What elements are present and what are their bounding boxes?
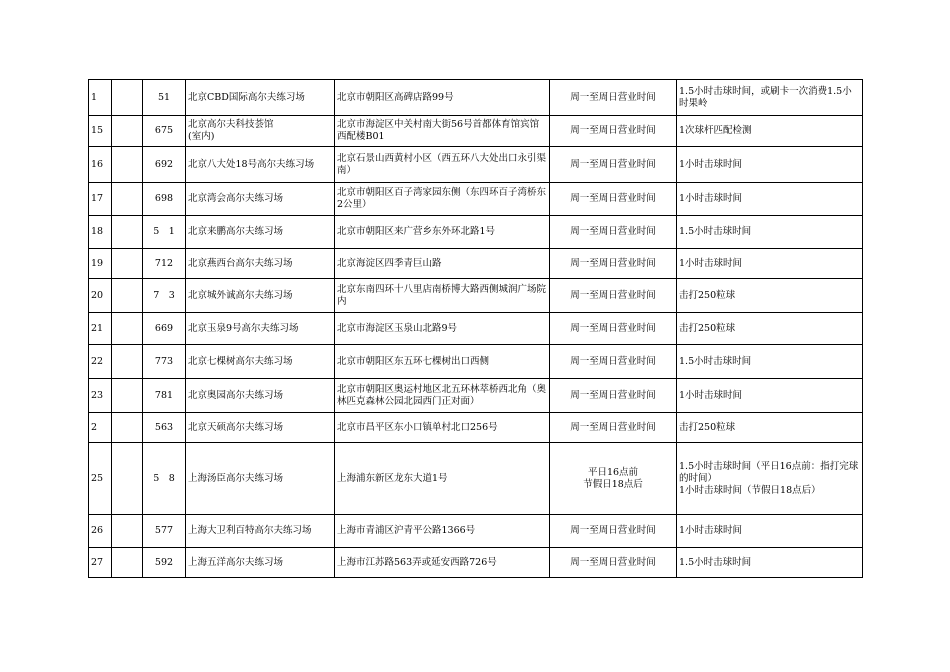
service-note: 击打250粒球 bbox=[677, 279, 863, 313]
spacer-cell bbox=[112, 183, 143, 216]
table-row bbox=[89, 548, 863, 578]
venue-address: 北京市朝阳区奥运村地区北五环林萃桥西北角（奥林匹克森林公园北园西门正对面） bbox=[335, 379, 550, 413]
venue-address: 北京东南四环十八里店南桥博大路西侧城润广场院内 bbox=[335, 279, 550, 313]
opening-hours: 周一至周日营业时间 bbox=[550, 116, 677, 147]
spacer-cell bbox=[112, 443, 143, 515]
service-note: 1小时击球时间 bbox=[677, 379, 863, 413]
row-number: 5 8 bbox=[143, 443, 186, 515]
venue-address: 上海浦东新区龙东大道1号 bbox=[335, 443, 550, 515]
row-number: 5 1 bbox=[143, 216, 186, 249]
row-index: 2 bbox=[89, 413, 112, 443]
service-note: 1.5小时击球时间 bbox=[677, 548, 863, 578]
table-body bbox=[89, 80, 863, 578]
spacer-cell bbox=[112, 379, 143, 413]
table-row bbox=[89, 147, 863, 183]
venue-name: 北京CBD国际高尔夫练习场 bbox=[186, 80, 335, 116]
row-index: 23 bbox=[89, 379, 112, 413]
venue-address: 北京市朝阳区东五环七棵树出口西侧 bbox=[335, 345, 550, 379]
row-number: 563 bbox=[143, 413, 186, 443]
spacer-cell bbox=[112, 116, 143, 147]
table-row bbox=[89, 413, 863, 443]
table-row bbox=[89, 80, 863, 116]
row-number: 698 bbox=[143, 183, 186, 216]
row-index: 27 bbox=[89, 548, 112, 578]
opening-hours: 周一至周日营业时间 bbox=[550, 379, 677, 413]
venue-name: 北京燕西台高尔夫练习场 bbox=[186, 249, 335, 279]
row-index: 22 bbox=[89, 345, 112, 379]
venue-address: 北京市朝阳区百子湾家园东侧（东四环百子湾桥东2公里） bbox=[335, 183, 550, 216]
service-note: 1小时击球时间 bbox=[677, 515, 863, 548]
service-note: 1.5小时击球时间 bbox=[677, 216, 863, 249]
service-note: 击打250粒球 bbox=[677, 413, 863, 443]
opening-hours: 周一至周日营业时间 bbox=[550, 249, 677, 279]
venue-name: 北京高尔夫科技荟馆 (室内) bbox=[186, 116, 335, 147]
row-number: 675 bbox=[143, 116, 186, 147]
venue-address: 北京市海淀区玉泉山北路9号 bbox=[335, 313, 550, 345]
row-index: 21 bbox=[89, 313, 112, 345]
venue-name: 北京七棵树高尔夫练习场 bbox=[186, 345, 335, 379]
venue-name: 上海汤臣高尔夫练习场 bbox=[186, 443, 335, 515]
opening-hours: 周一至周日营业时间 bbox=[550, 515, 677, 548]
row-number: 712 bbox=[143, 249, 186, 279]
row-number: 592 bbox=[143, 548, 186, 578]
table-row bbox=[89, 443, 863, 515]
venue-name: 北京城外诚高尔夫练习场 bbox=[186, 279, 335, 313]
table-row bbox=[89, 216, 863, 249]
service-note: 1小时击球时间 bbox=[677, 147, 863, 183]
service-note: 1小时击球时间 bbox=[677, 183, 863, 216]
opening-hours: 周一至周日营业时间 bbox=[550, 548, 677, 578]
opening-hours: 周一至周日营业时间 bbox=[550, 345, 677, 379]
venue-name: 北京湾会高尔夫练习场 bbox=[186, 183, 335, 216]
spacer-cell bbox=[112, 80, 143, 116]
venue-name: 上海五洋高尔夫练习场 bbox=[186, 548, 335, 578]
opening-hours: 周一至周日营业时间 bbox=[550, 183, 677, 216]
venue-name: 北京八大处18号高尔夫练习场 bbox=[186, 147, 335, 183]
table-row bbox=[89, 279, 863, 313]
venue-address: 北京石景山西黄村小区（西五环八大处出口永引渠南） bbox=[335, 147, 550, 183]
venue-address: 北京市海淀区中关村南大街56号首都体育馆宾馆西配楼B01 bbox=[335, 116, 550, 147]
service-note: 1.5小时击球时间，或刷卡一次消费1.5小时果岭 bbox=[677, 80, 863, 116]
row-index: 15 bbox=[89, 116, 112, 147]
venue-address: 北京市朝阳区高碑店路99号 bbox=[335, 80, 550, 116]
opening-hours: 周一至周日营业时间 bbox=[550, 147, 677, 183]
table-row bbox=[89, 515, 863, 548]
venue-address: 上海市江苏路563弄或延安西路726号 bbox=[335, 548, 550, 578]
data-table bbox=[88, 79, 863, 578]
spacer-cell bbox=[112, 249, 143, 279]
row-index: 19 bbox=[89, 249, 112, 279]
table-row bbox=[89, 345, 863, 379]
service-note: 1.5小时击球时间 bbox=[677, 345, 863, 379]
opening-hours: 周一至周日营业时间 bbox=[550, 279, 677, 313]
spacer-cell bbox=[112, 147, 143, 183]
spacer-cell bbox=[112, 515, 143, 548]
row-number: 577 bbox=[143, 515, 186, 548]
venue-address: 上海市青浦区沪青平公路1366号 bbox=[335, 515, 550, 548]
service-note: 击打250粒球 bbox=[677, 313, 863, 345]
spacer-cell bbox=[112, 216, 143, 249]
row-number: 51 bbox=[143, 80, 186, 116]
row-index: 1 bbox=[89, 80, 112, 116]
service-note: 1次球杆匹配检测 bbox=[677, 116, 863, 147]
row-number: 773 bbox=[143, 345, 186, 379]
venue-address: 北京市昌平区东小口镇单村北口256号 bbox=[335, 413, 550, 443]
opening-hours: 周一至周日营业时间 bbox=[550, 413, 677, 443]
table-row bbox=[89, 116, 863, 147]
row-number: 692 bbox=[143, 147, 186, 183]
service-note: 1小时击球时间 bbox=[677, 249, 863, 279]
venue-name: 北京奥园高尔夫练习场 bbox=[186, 379, 335, 413]
row-number: 781 bbox=[143, 379, 186, 413]
table-row bbox=[89, 379, 863, 413]
service-note: 1.5小时击球时间（平日16点前：指打完球的时间） 1小时击球时间（节假日18点后） bbox=[677, 443, 863, 515]
venue-name: 北京来鹏高尔夫练习场 bbox=[186, 216, 335, 249]
row-number: 669 bbox=[143, 313, 186, 345]
venue-name: 北京玉泉9号高尔夫练习场 bbox=[186, 313, 335, 345]
opening-hours: 周一至周日营业时间 bbox=[550, 80, 677, 116]
row-index: 26 bbox=[89, 515, 112, 548]
spacer-cell bbox=[112, 279, 143, 313]
row-number: 7 3 bbox=[143, 279, 186, 313]
spacer-cell bbox=[112, 313, 143, 345]
opening-hours: 周一至周日营业时间 bbox=[550, 216, 677, 249]
row-index: 16 bbox=[89, 147, 112, 183]
table-row bbox=[89, 313, 863, 345]
table-row bbox=[89, 183, 863, 216]
opening-hours: 周一至周日营业时间 bbox=[550, 313, 677, 345]
opening-hours: 平日16点前 节假日18点后 bbox=[550, 443, 677, 515]
spacer-cell bbox=[112, 413, 143, 443]
row-index: 17 bbox=[89, 183, 112, 216]
table-row bbox=[89, 249, 863, 279]
venue-name: 北京天硕高尔夫练习场 bbox=[186, 413, 335, 443]
row-index: 18 bbox=[89, 216, 112, 249]
venue-address: 北京海淀区四季青巨山路 bbox=[335, 249, 550, 279]
spacer-cell bbox=[112, 548, 143, 578]
venue-address: 北京市朝阳区来广营乡东外环北路1号 bbox=[335, 216, 550, 249]
row-index: 20 bbox=[89, 279, 112, 313]
spacer-cell bbox=[112, 345, 143, 379]
venue-name: 上海大卫利百特高尔夫练习场 bbox=[186, 515, 335, 548]
row-index: 25 bbox=[89, 443, 112, 515]
